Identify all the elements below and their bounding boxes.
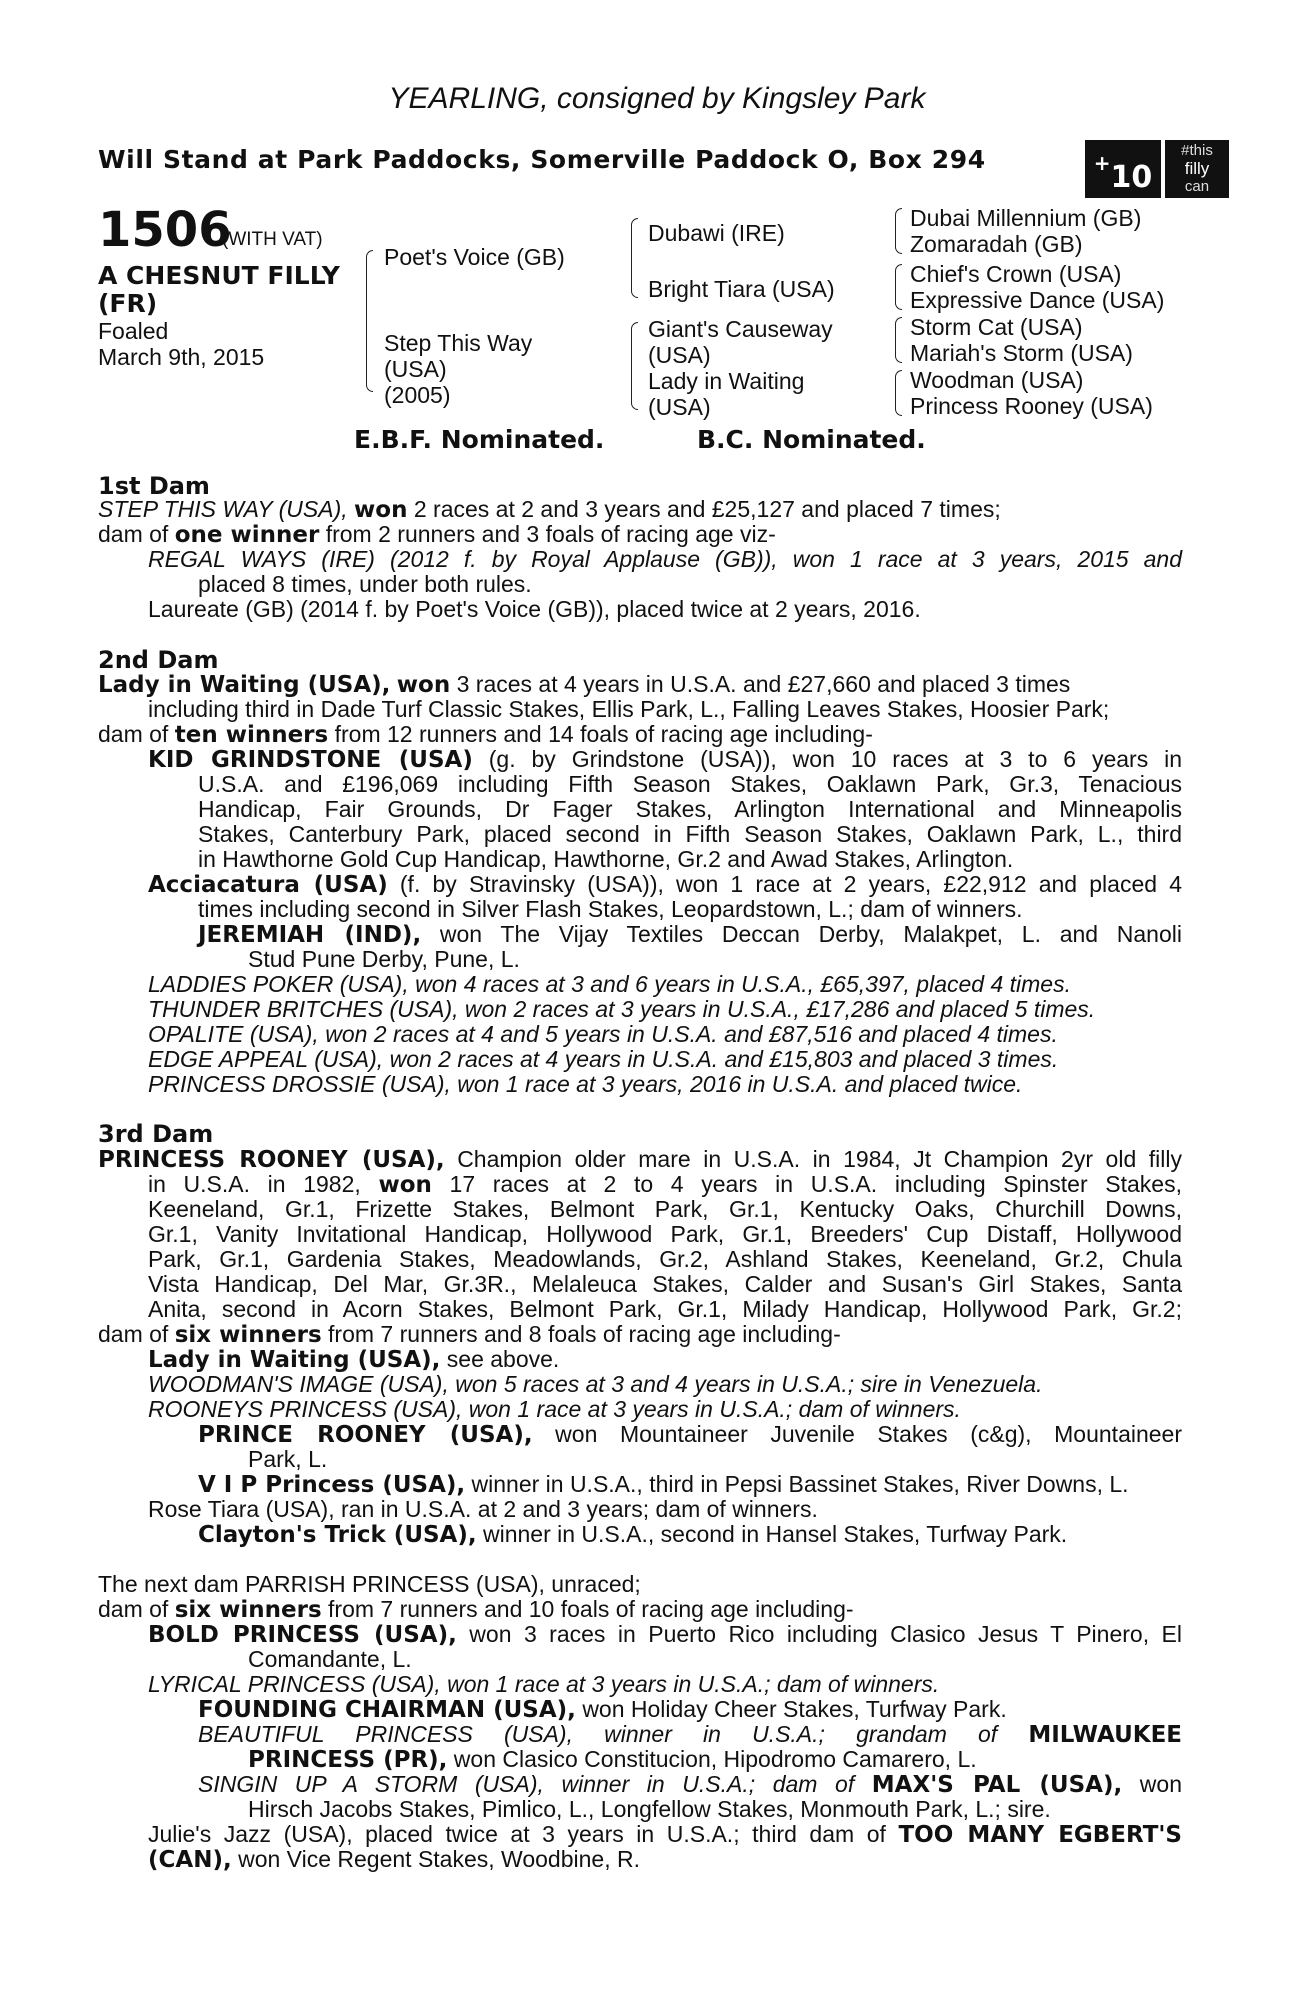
second-dam-line: Acciacatura (USA) (f. by Stravinsky (USA)), won 1 race at 2 years, £22,912 and placed 4 [148, 871, 1182, 898]
second-dam-line: Stakes, Canterbury Park, placed second in Fifth Season Stakes, Oaklawn Park, L., third [198, 821, 1182, 847]
pedigree-sire-sire: Dubawi (IRE) [648, 220, 785, 246]
second-dam-line: Lady in Waiting (USA), won 3 races at 4 years in U.S.A. and £27,660 and placed 3 times [98, 671, 1071, 698]
next-dam-line: Hirsch Jacobs Stakes, Pimlico, L., Longfellow Stakes, Monmouth Park, L.; sire. [248, 1796, 1051, 1822]
vat-label: (WITH VAT) [222, 229, 323, 250]
third-dam-line: Anita, second in Acorn Stakes, Belmont Park, Gr.1, Milady Handicap, Hollywood Park, Gr.2; [148, 1296, 1182, 1322]
page-header-title: YEARLING, consigned by Kingsley Park [388, 82, 926, 115]
second-dam-line: THUNDER BRITCHES (USA), won 2 races at 3 years in U.S.A., £17,286 and placed 5 times. [148, 996, 1096, 1022]
next-dam-line: dam of six winners from 7 runners and 10 foals of racing age including- [98, 1596, 854, 1623]
second-dam-line: times including second in Silver Flash Stakes, Leopardstown, L.; dam of winners. [198, 896, 1023, 922]
third-dam-line: Vista Handicap, Del Mar, Gr.3R., Melaleuca Stakes, Calder and Susan's Girl Stakes, Santa [148, 1271, 1182, 1297]
second-dam-line: KID GRINDSTONE (USA) (g. by Grindstone (USA)), won 10 races at 3 to 6 years in [148, 746, 1183, 773]
third-dam-line: Gr.1, Vanity Invitational Handicap, Hollywood Park, Gr.1, Breeders' Cup Distaff, Hollywood [148, 1221, 1182, 1247]
third-dam-line: Rose Tiara (USA), ran in U.S.A. at 2 and 3 years; dam of winners. [148, 1496, 818, 1522]
lot-number: 1506 [98, 202, 232, 258]
this-filly-can-logo: #this filly can [1165, 140, 1229, 198]
third-dam-line: PRINCESS ROONEY (USA), Champion older mare in U.S.A. in 1984, Jt Champion 2yr old filly [98, 1146, 1183, 1173]
foaled-label: Foaled [98, 318, 169, 344]
third-dam-line: Lady in Waiting (USA), see above. [148, 1346, 560, 1373]
third-dam-line: Park, L. [248, 1446, 328, 1472]
next-dam-line: The next dam PARRISH PRINCESS (USA), unraced; [98, 1571, 641, 1597]
hashtag-badge [1085, 140, 1229, 198]
second-dam-heading: 2nd Dam [98, 646, 219, 674]
next-dam-line: LYRICAL PRINCESS (USA), won 1 race at 3 years in U.S.A.; dam of winners. [148, 1671, 940, 1697]
second-dam-line: Handicap, Fair Grounds, Dr Fager Stakes, Arlington International and Minneapolis [198, 796, 1182, 822]
pedigree-dsd: Mariah's Storm (USA) [910, 340, 1133, 366]
lot-description: A CHESNUT FILLY (FR) [98, 261, 340, 318]
pedigree-sdd: Expressive Dance (USA) [910, 287, 1165, 313]
second-dam-line: Stud Pune Derby, Pune, L. [248, 946, 520, 972]
pedigree-sire-dam: Bright Tiara (USA) [648, 276, 835, 302]
first-dam-line: dam of one winner from 2 runners and 3 foals of racing age viz- [98, 521, 776, 548]
next-dam-line: Julie's Jazz (USA), placed twice at 3 years in U.S.A.; third dam of TOO MANY EGBERT'S [148, 1821, 1182, 1848]
third-dam-line: dam of six winners from 7 runners and 8 foals of racing age including- [98, 1321, 841, 1348]
pedigree-sire: Poet's Voice (GB) [384, 244, 565, 270]
pedigree-dam: Step This Way (USA) (2005) [384, 330, 533, 408]
pedigree-ssd: Zomaradah (GB) [910, 231, 1083, 257]
second-dam-line: OPALITE (USA), won 2 races at 4 and 5 years in U.S.A. and £87,516 and placed 4 times. [148, 1021, 1058, 1047]
second-dam-line: EDGE APPEAL (USA), won 2 races at 4 years in U.S.A. and £15,803 and placed 3 times. [148, 1046, 1059, 1072]
pedigree-dss: Storm Cat (USA) [910, 314, 1083, 340]
pedigree-dam-dam: Lady in Waiting (USA) [648, 368, 805, 420]
next-dam-line: SINGIN UP A STORM (USA), winner in U.S.A.; dam of MAX'S PAL (USA), won [198, 1771, 1182, 1798]
next-dam-line: BEAUTIFUL PRINCESS (USA), winner in U.S.A.; grandam of MILWAUKEE [198, 1721, 1183, 1748]
second-dam-line: LADDIES POKER (USA), won 4 races at 3 and 6 years in U.S.A., £65,397, placed 4 times. [148, 971, 1071, 997]
first-dam-line: REGAL WAYS (IRE) (2012 f. by Royal Applause (GB)), won 1 race at 3 years, 2015 and [148, 546, 1182, 572]
pedigree-sss: Dubai Millennium (GB) [910, 205, 1142, 231]
second-dam-line: in Hawthorne Gold Cup Handicap, Hawthorne, Gr.2 and Awad Stakes, Arlington. [198, 846, 1014, 872]
next-dam-line: (CAN), won Vice Regent Stakes, Woodbine, R. [148, 1846, 640, 1873]
third-dam-line: Park, Gr.1, Gardenia Stakes, Meadowlands, Gr.2, Ashland Stakes, Keeneland, Gr.2, Chula [148, 1246, 1182, 1272]
first-dam-line: Laureate (GB) (2014 f. by Poet's Voice (GB)), placed twice at 2 years, 2016. [148, 596, 921, 622]
third-dam-line: Clayton's Trick (USA), winner in U.S.A., second in Hansel Stakes, Turfway Park. [198, 1521, 1068, 1548]
second-dam-line: dam of ten winners from 12 runners and 14 foals of racing age including- [98, 721, 873, 748]
third-dam-line: in U.S.A. in 1982, won 17 races at 2 to 4 years in U.S.A. including Spinster Stakes, [148, 1171, 1182, 1198]
next-dam-line: PRINCESS (PR), won Clasico Constitucion, Hipodromo Camarero, L. [248, 1746, 977, 1773]
next-dam-line: BOLD PRINCESS (USA), won 3 races in Puerto Rico including Clasico Jesus T Pinero, El [148, 1621, 1182, 1648]
third-dam-line: ROONEYS PRINCESS (USA), won 1 race at 3 years in U.S.A.; dam of winners. [148, 1396, 961, 1422]
first-dam-heading: 1st Dam [98, 472, 210, 500]
bc-nominated: B.C. Nominated. [697, 425, 926, 454]
ebf-nominated: E.B.F. Nominated. [354, 425, 605, 454]
second-dam-line: JEREMIAH (IND), won The Vijay Textiles Deccan Derby, Malakpet, L. and Nanoli [198, 921, 1182, 948]
pedigree-dam-sire: Giant's Causeway (USA) [648, 316, 833, 368]
first-dam-line: placed 8 times, under both rules. [198, 571, 532, 597]
second-dam-line: U.S.A. and £196,069 including Fifth Season Stakes, Oaklawn Park, Gr.3, Tenacious [198, 771, 1182, 797]
pedigree-ddd: Princess Rooney (USA) [910, 393, 1153, 419]
third-dam-line: PRINCE ROONEY (USA), won Mountaineer Juvenile Stakes (c&g), Mountaineer [198, 1421, 1183, 1448]
next-dam-line: Comandante, L. [248, 1646, 412, 1672]
first-dam-line: STEP THIS WAY (USA), won 2 races at 2 and 3 years and £25,127 and placed 7 times; [98, 496, 1001, 523]
third-dam-line: V I P Princess (USA), winner in U.S.A., third in Pepsi Bassinet Stakes, River Downs, L. [198, 1471, 1129, 1498]
location-line: Will Stand at Park Paddocks, Somerville Paddock O, Box 294 [98, 145, 986, 174]
second-dam-line: PRINCESS DROSSIE (USA), won 1 race at 3 years, 2016 in U.S.A. and placed twice. [148, 1071, 1023, 1097]
pedigree-sds: Chief's Crown (USA) [910, 261, 1122, 287]
third-dam-line: Keeneland, Gr.1, Frizette Stakes, Belmont Park, Gr.1, Kentucky Oaks, Churchill Downs, [148, 1196, 1182, 1222]
third-dam-line: WOODMAN'S IMAGE (USA), won 5 races at 3 and 4 years in U.S.A.; sire in Venezuela. [148, 1371, 1043, 1397]
second-dam-line: including third in Dade Turf Classic Stakes, Ellis Park, L., Falling Leaves Stakes, Hoosier Park; [148, 696, 1110, 722]
next-dam-line: FOUNDING CHAIRMAN (USA), won Holiday Cheer Stakes, Turfway Park. [198, 1696, 1007, 1723]
pedigree-dds: Woodman (USA) [910, 367, 1084, 393]
plus-ten-logo: +10 [1085, 140, 1161, 198]
foaled-date: March 9th, 2015 [98, 344, 265, 370]
third-dam-heading: 3rd Dam [98, 1120, 214, 1148]
